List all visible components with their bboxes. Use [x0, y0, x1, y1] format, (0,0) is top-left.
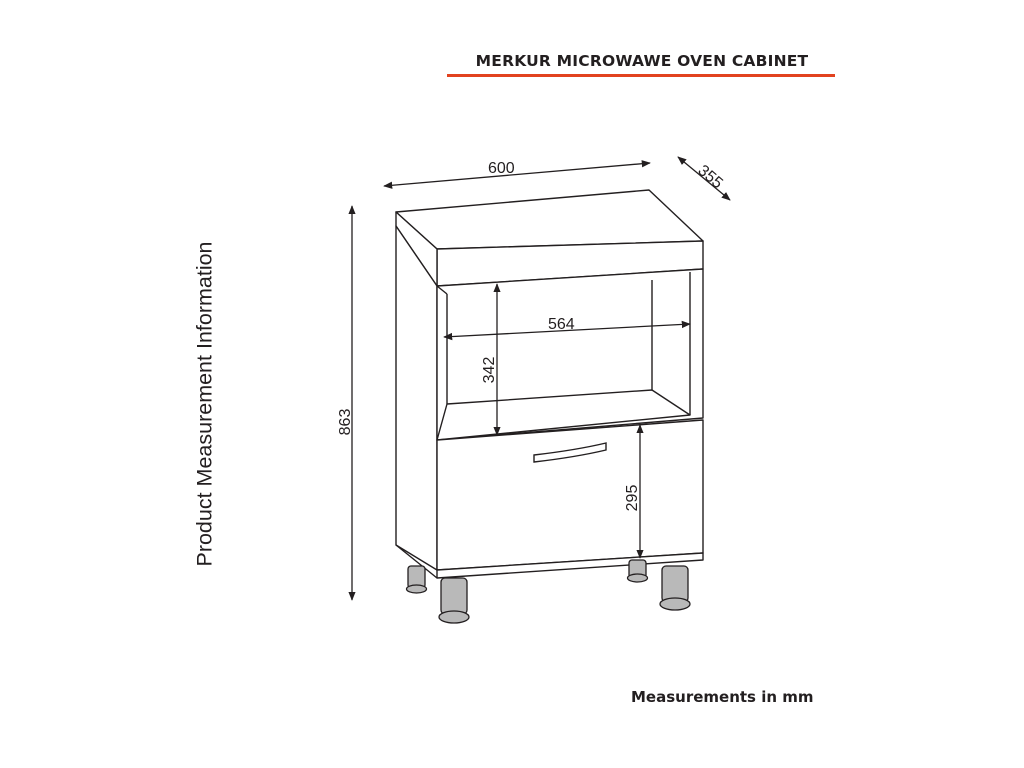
- opening-height-label: 342: [481, 356, 498, 384]
- height-label: 863: [337, 408, 354, 436]
- side-label: Product Measurement Information: [192, 241, 217, 567]
- left-side-panel: [396, 226, 437, 570]
- top-board: [396, 190, 703, 249]
- cabinet-body: [396, 190, 703, 578]
- drawer-front: [437, 420, 703, 570]
- width-dimension-line: [384, 163, 650, 186]
- drawer-height-label: 295: [624, 484, 641, 512]
- units-note: Measurements in mm: [631, 688, 814, 706]
- depth-label: 355: [694, 162, 726, 193]
- width-label: 600: [488, 160, 515, 177]
- page-title: MERKUR MICROWAWE OVEN CABINET: [475, 52, 809, 70]
- inner-width-label: 564: [548, 316, 575, 333]
- leg-front-right: [662, 566, 688, 602]
- leg-front-left: [441, 578, 467, 614]
